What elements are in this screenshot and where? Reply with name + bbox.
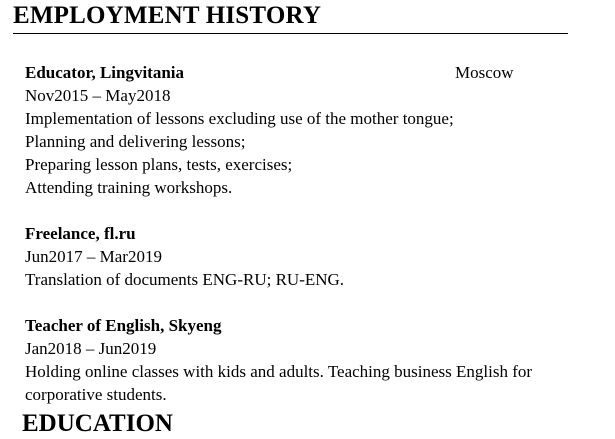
job-location: Moscow [455,63,514,82]
job-dates: Nov2015 – May2018 [25,86,171,105]
job-duty: Implementation of lessons excluding use of the mother tongue; [25,109,454,128]
job-dates: Jan2018 – Jun2019 [25,339,157,358]
section-title-education: EDUCATION [22,410,173,437]
job-title: Freelance, fl.ru [25,224,136,243]
job-title: Educator, Lingvitania [25,63,185,82]
job-header [25,61,585,84]
job-header [25,222,585,245]
job-duty: Translation of documents ENG-RU; RU-ENG. [25,270,345,289]
job-duty: Preparing lesson plans, tests, exercises; [25,155,293,174]
job-header [25,314,585,337]
job-title: Teacher of English, Skyeng [25,316,222,335]
job-duty: Attending training workshops. [25,178,233,197]
job-entry-lingvitania [25,61,585,199]
section-divider [13,33,568,34]
job-duty: Holding online classes with kids and adults. Teaching business English for corporative students. [25,362,533,404]
job-duty: Planning and delivering lessons; [25,132,246,151]
section-title-employment-history: EMPLOYMENT HISTORY [13,2,322,29]
job-entry-freelance [25,222,585,291]
job-dates: Jun2017 – Mar2019 [25,247,162,266]
job-entry-skyeng [25,314,585,406]
